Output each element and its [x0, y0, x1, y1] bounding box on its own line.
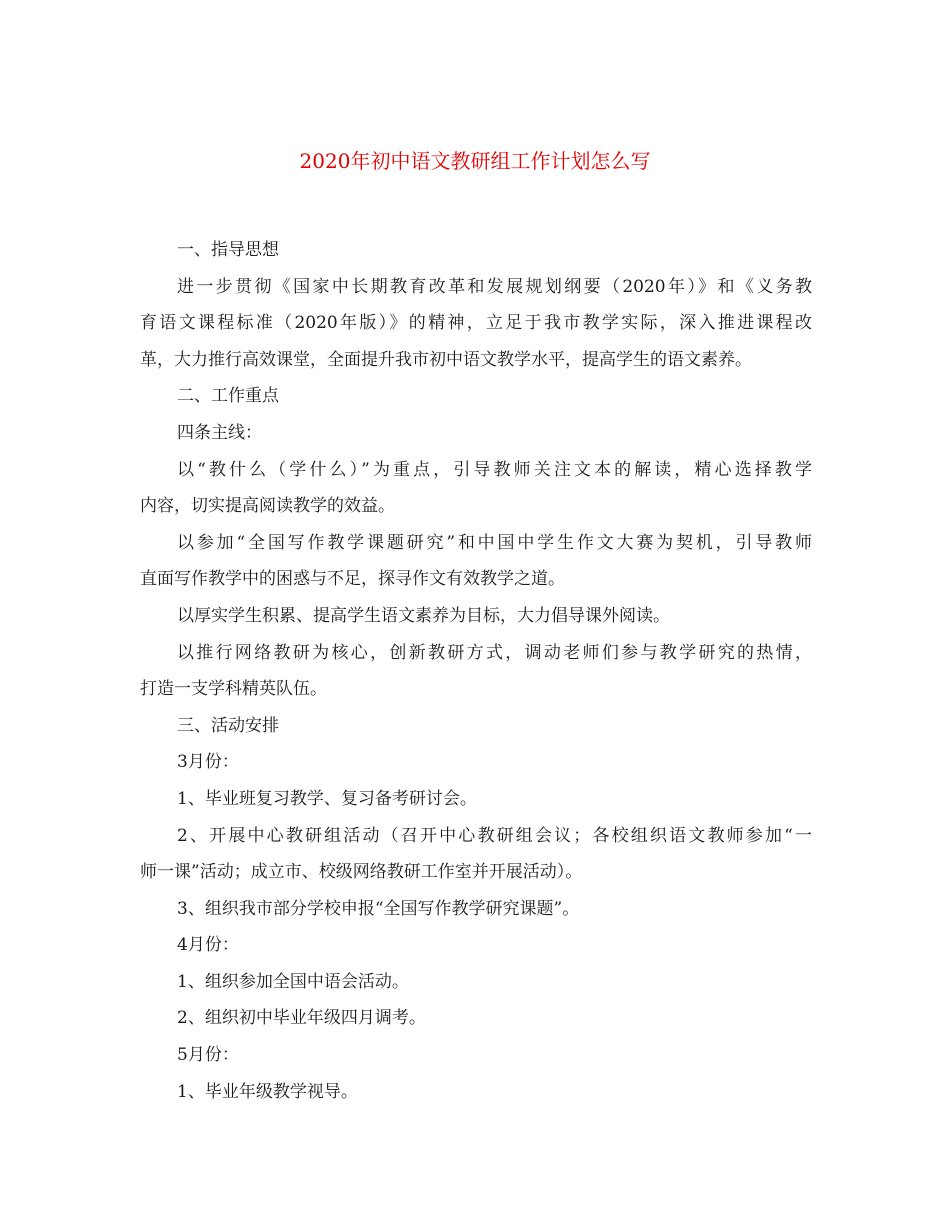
list-item-continuation: 师一课”活动；成立市、校级网络教研工作室并开展活动）。 — [140, 862, 583, 883]
paragraph-line: 育语文课程标准（2020年版）》的精神，立足于我市教学实际，深入推进课程改 — [140, 313, 812, 334]
section-heading-work-focus: 二、工作重点 — [177, 386, 279, 407]
paragraph-line: 以“教什么（学什么）”为重点，引导教师关注文本的解读，精心选择教学 — [177, 459, 812, 480]
paragraph-line: 进一步贯彻《国家中长期教育改革和发展规划纲要（2020年）》和《义务教 — [177, 276, 812, 297]
list-item: 1、毕业年级教学视导。 — [177, 1081, 358, 1102]
month-heading-march: 3月份： — [177, 752, 239, 773]
list-item: 1、组织参加全国中语会活动。 — [177, 971, 409, 992]
list-item: 2、开展中心教研组活动（召开中心教研组会议；各校组织语文教师参加“一 — [177, 825, 812, 846]
list-item: 2、组织初中毕业年级四月调考。 — [177, 1008, 426, 1029]
paragraph-line: 四条主线： — [177, 422, 262, 443]
section-heading-guiding-ideology: 一、指导思想 — [177, 240, 279, 260]
paragraph-line: 打造一支学科精英队伍。 — [140, 679, 327, 700]
month-heading-april: 4月份： — [177, 935, 239, 956]
list-item: 1、毕业班复习教学、复习备考研讨会。 — [177, 788, 477, 809]
document-body — [140, 232, 812, 1110]
list-item: 3、组织我市部分学校申报“全国写作教学研究课题”。 — [177, 898, 580, 919]
paragraph-line: 直面写作教学中的困惑与不足，探寻作文有效教学之道。 — [140, 569, 565, 590]
paragraph-line: 内容，切实提高阅读教学的效益。 — [140, 496, 395, 517]
month-heading-may: 5月份： — [177, 1045, 239, 1066]
paragraph-line: 革，大力推行高效课堂，全面提升我市初中语文教学水平，提高学生的语文素养。 — [140, 349, 752, 370]
document-title: 2020年初中语文教研组工作计划怎么写 — [299, 149, 651, 173]
paragraph-line: 以厚实学生积累、提高学生语文素养为目标，大力倡导课外阅读。 — [177, 605, 670, 626]
paragraph-line: 以推行网络教研为核心，创新教研方式，调动老师们参与教学研究的热情， — [177, 642, 812, 663]
paragraph-line: 以参加“全国写作教学课题研究”和中国中学生作文大赛为契机，引导教师 — [177, 532, 812, 553]
section-heading-activity-schedule: 三、活动安排 — [177, 715, 279, 736]
